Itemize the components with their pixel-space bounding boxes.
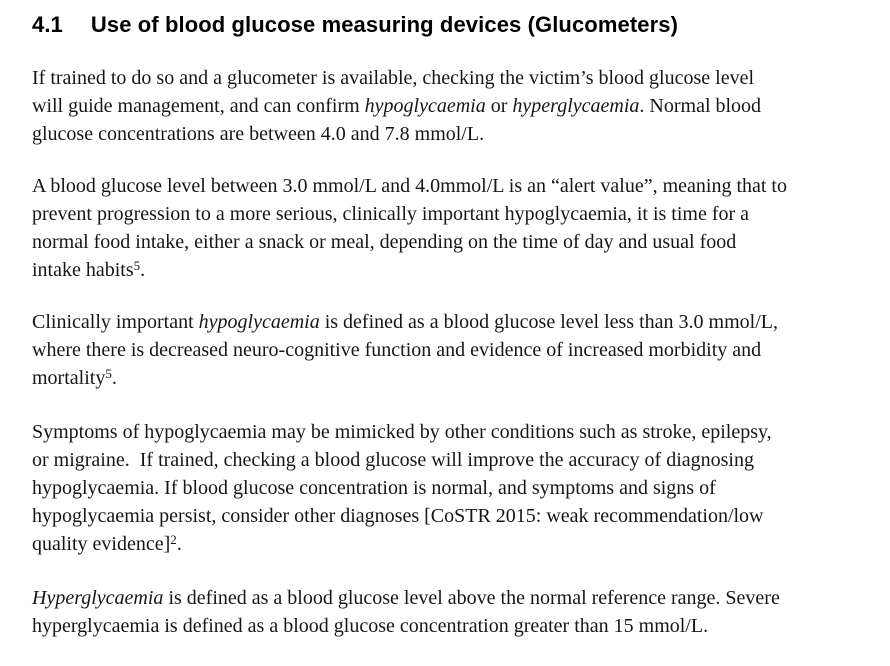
text-segment: hypoglycaemia. If blood glucose concentration is normal, and symptoms and signs of [32, 477, 716, 499]
text-segment: prevent progression to a more serious, clinically important hypoglycaemia, it is time for a [32, 203, 750, 225]
paragraph [32, 418, 866, 558]
text-line [32, 530, 866, 558]
text-line [32, 612, 866, 640]
section-heading [32, 10, 866, 40]
text-line [32, 256, 866, 284]
text-segment: hypoglycaemia persist, consider other diagnoses [CoSTR 2015: weak recommendation/low [32, 505, 764, 527]
italic-term: hyperglycaemia [512, 95, 640, 117]
paragraph [32, 172, 866, 284]
text-segment: glucose concentrations are between 4.0 and 7.8 mmol/L. [32, 123, 485, 145]
paragraph [32, 308, 866, 392]
text-segment: is defined as a blood glucose level less than 3.0 mmol/L, [319, 311, 778, 333]
text-segment: A blood glucose level between 3.0 mmol/L and 4.0mmol/L is an “alert value”, meaning that to [32, 175, 787, 197]
section-number: 4.1 [32, 12, 63, 37]
text-line [32, 120, 866, 148]
text-segment: . [176, 533, 182, 555]
superscript-reference: 5 [105, 366, 112, 381]
text-line [32, 474, 866, 502]
text-line [32, 418, 866, 446]
text-segment: . [140, 259, 146, 281]
text-segment: mortality [32, 367, 106, 389]
text-segment: normal food intake, either a snack or meal, depending on the time of day and usual food [32, 231, 737, 253]
text-segment: . [111, 367, 117, 389]
text-segment: where there is decreased neuro-cognitive function and evidence of increased morbidity and [32, 339, 762, 361]
italic-term: hypoglycaemia [364, 95, 486, 117]
document-body [32, 64, 866, 640]
text-segment: Symptoms of hypoglycaemia may be mimicked by other conditions such as stroke, epilepsy, [32, 421, 772, 443]
text-line [32, 200, 866, 228]
superscript-reference: 2 [170, 532, 177, 547]
text-line [32, 584, 866, 612]
text-line [32, 502, 866, 530]
text-segment: . Normal blood [639, 95, 762, 117]
text-segment: intake habits [32, 259, 134, 281]
section-title: Use of blood glucose measuring devices (Glucometers) [90, 12, 679, 37]
italic-term: Hyperglycaemia [32, 587, 164, 609]
text-line [32, 308, 866, 336]
text-line [32, 92, 866, 120]
text-line [32, 446, 866, 474]
text-line [32, 172, 866, 200]
text-segment: is defined as a blood glucose level above the normal reference range. Severe [163, 587, 780, 609]
text-segment: quality evidence] [32, 533, 171, 555]
text-segment: If trained to do so and a glucometer is available, checking the victim’s blood glucose level [32, 67, 755, 89]
italic-term: hypoglycaemia [198, 311, 320, 333]
paragraph [32, 64, 866, 148]
text-line [32, 364, 866, 392]
text-line [32, 64, 866, 92]
text-segment: Clinically important [32, 311, 199, 333]
text-segment: will guide management, and can confirm [32, 95, 365, 117]
text-segment: or [485, 95, 513, 117]
text-segment: hyperglycaemia is defined as a blood glucose concentration greater than 15 mmol/L. [32, 615, 709, 637]
paragraph [32, 584, 866, 640]
text-line [32, 228, 866, 256]
text-segment: or migraine. If trained, checking a blood glucose will improve the accuracy of diagnosing [32, 449, 754, 471]
superscript-reference: 5 [133, 258, 141, 273]
text-line [32, 336, 866, 364]
